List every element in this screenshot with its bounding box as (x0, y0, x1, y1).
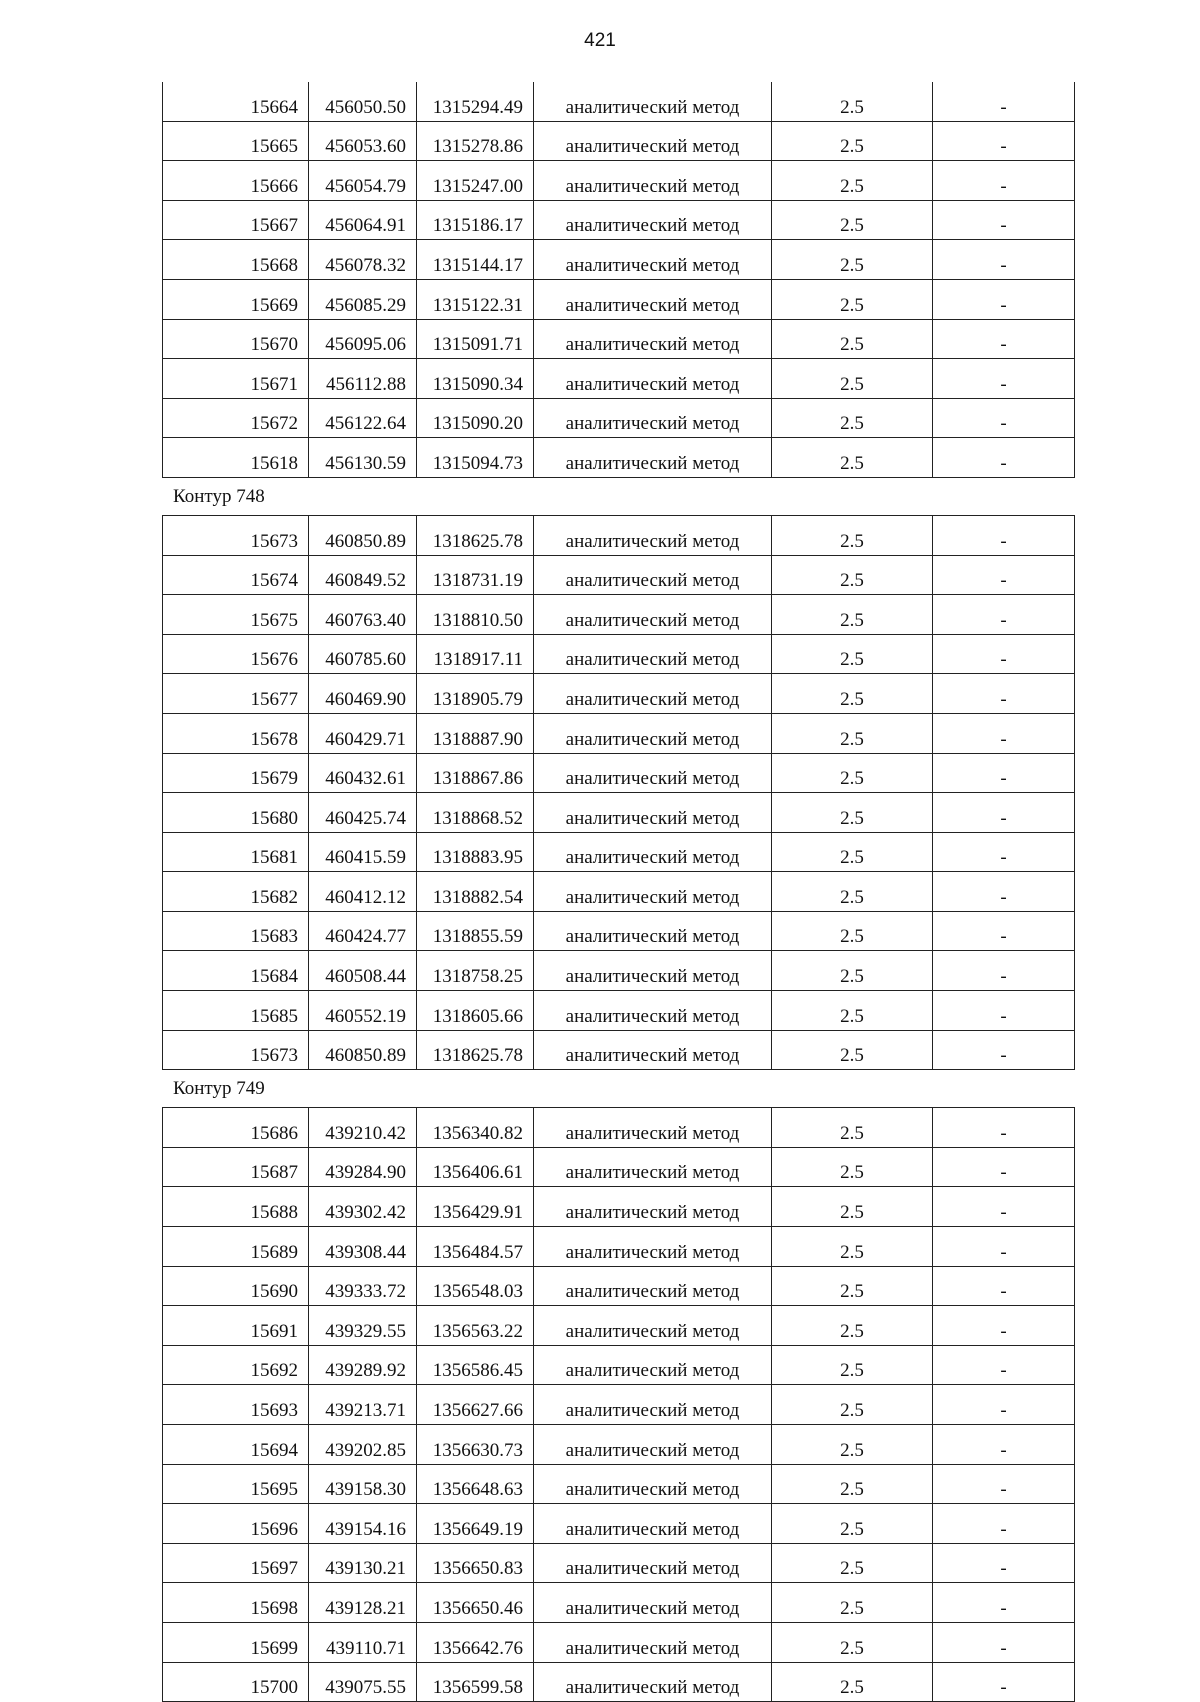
point-number: 15678 (163, 713, 309, 753)
x-coordinate: 439308.44 (309, 1227, 417, 1267)
method-cell: аналитический метод (534, 1306, 772, 1346)
x-coordinate: 439333.72 (309, 1266, 417, 1306)
accuracy-cell: 2.5 (772, 279, 933, 319)
y-coordinate: 1356599.58 (417, 1662, 534, 1702)
y-coordinate: 1315094.73 (417, 438, 534, 478)
accuracy-cell: 2.5 (772, 634, 933, 674)
method-cell: аналитический метод (534, 1543, 772, 1583)
point-number: 15667 (163, 200, 309, 240)
x-coordinate: 439128.21 (309, 1583, 417, 1623)
x-coordinate: 456122.64 (309, 398, 417, 438)
point-number: 15685 (163, 991, 309, 1031)
accuracy-cell: 2.5 (772, 1543, 933, 1583)
point-number: 15672 (163, 398, 309, 438)
point-number: 15666 (163, 161, 309, 201)
note-cell: - (933, 1187, 1075, 1227)
x-coordinate: 456078.32 (309, 240, 417, 280)
accuracy-cell: 2.5 (772, 1464, 933, 1504)
method-cell: аналитический метод (534, 1662, 772, 1702)
method-cell: аналитический метод (534, 398, 772, 438)
point-number: 15675 (163, 595, 309, 635)
x-coordinate: 456050.50 (309, 82, 417, 121)
table-row (163, 359, 1075, 399)
note-cell: - (933, 1266, 1075, 1306)
x-coordinate: 439202.85 (309, 1425, 417, 1465)
note-cell: - (933, 161, 1075, 201)
point-number: 15689 (163, 1227, 309, 1267)
table-row (163, 555, 1075, 595)
note-cell: - (933, 121, 1075, 161)
table-row (163, 1227, 1075, 1267)
table-row (163, 1147, 1075, 1187)
method-cell: аналитический метод (534, 1622, 772, 1662)
point-number: 15679 (163, 753, 309, 793)
note-cell: - (933, 82, 1075, 121)
table-row (163, 1108, 1075, 1148)
note-cell: - (933, 1147, 1075, 1187)
accuracy-cell: 2.5 (772, 121, 933, 161)
y-coordinate: 1315091.71 (417, 319, 534, 359)
point-number: 15687 (163, 1147, 309, 1187)
y-coordinate: 1318731.19 (417, 555, 534, 595)
method-cell: аналитический метод (534, 1425, 772, 1465)
y-coordinate: 1356429.91 (417, 1187, 534, 1227)
table-row (163, 753, 1075, 793)
x-coordinate: 456130.59 (309, 438, 417, 478)
note-cell: - (933, 1504, 1075, 1544)
table-row (163, 951, 1075, 991)
table-row (163, 240, 1075, 280)
y-coordinate: 1356648.63 (417, 1464, 534, 1504)
method-cell: аналитический метод (534, 1108, 772, 1148)
accuracy-cell: 2.5 (772, 991, 933, 1031)
x-coordinate: 439130.21 (309, 1543, 417, 1583)
accuracy-cell: 2.5 (772, 832, 933, 872)
table-row (163, 161, 1075, 201)
method-cell: аналитический метод (534, 911, 772, 951)
y-coordinate: 1318810.50 (417, 595, 534, 635)
point-number: 15681 (163, 832, 309, 872)
table-row (163, 793, 1075, 833)
table-row (163, 121, 1075, 161)
accuracy-cell: 2.5 (772, 1425, 933, 1465)
coordinates-table (162, 1107, 1075, 1702)
point-number: 15690 (163, 1266, 309, 1306)
coordinates-table (162, 515, 1075, 1070)
coordinates-table (162, 82, 1075, 478)
note-cell: - (933, 951, 1075, 991)
y-coordinate: 1318868.52 (417, 793, 534, 833)
method-cell: аналитический метод (534, 1187, 772, 1227)
table-row (163, 1662, 1075, 1702)
y-coordinate: 1315186.17 (417, 200, 534, 240)
x-coordinate: 456054.79 (309, 161, 417, 201)
table-row (163, 832, 1075, 872)
point-number: 15700 (163, 1662, 309, 1702)
accuracy-cell: 2.5 (772, 1030, 933, 1070)
point-number: 15674 (163, 555, 309, 595)
point-number: 15694 (163, 1425, 309, 1465)
point-number: 15688 (163, 1187, 309, 1227)
point-number: 15673 (163, 515, 309, 555)
y-coordinate: 1356548.03 (417, 1266, 534, 1306)
accuracy-cell: 2.5 (772, 1345, 933, 1385)
accuracy-cell: 2.5 (772, 1227, 933, 1267)
point-number: 15670 (163, 319, 309, 359)
method-cell: аналитический метод (534, 1227, 772, 1267)
note-cell: - (933, 1385, 1075, 1425)
point-number: 15682 (163, 872, 309, 912)
accuracy-cell: 2.5 (772, 713, 933, 753)
method-cell: аналитический метод (534, 832, 772, 872)
accuracy-cell: 2.5 (772, 753, 933, 793)
note-cell: - (933, 1108, 1075, 1148)
note-cell: - (933, 595, 1075, 635)
note-cell: - (933, 753, 1075, 793)
table-row (163, 1385, 1075, 1425)
y-coordinate: 1318625.78 (417, 1030, 534, 1070)
point-number: 15692 (163, 1345, 309, 1385)
accuracy-cell: 2.5 (772, 1147, 933, 1187)
note-cell: - (933, 555, 1075, 595)
note-cell: - (933, 1306, 1075, 1346)
accuracy-cell: 2.5 (772, 793, 933, 833)
y-coordinate: 1356649.19 (417, 1504, 534, 1544)
x-coordinate: 456053.60 (309, 121, 417, 161)
note-cell: - (933, 1030, 1075, 1070)
method-cell: аналитический метод (534, 200, 772, 240)
note-cell: - (933, 991, 1075, 1031)
accuracy-cell: 2.5 (772, 1306, 933, 1346)
y-coordinate: 1318887.90 (417, 713, 534, 753)
x-coordinate: 439110.71 (309, 1622, 417, 1662)
accuracy-cell: 2.5 (772, 911, 933, 951)
contour-title: Контур 749 (173, 1078, 265, 1100)
y-coordinate: 1318905.79 (417, 674, 534, 714)
x-coordinate: 460763.40 (309, 595, 417, 635)
x-coordinate: 456085.29 (309, 279, 417, 319)
x-coordinate: 439289.92 (309, 1345, 417, 1385)
table-row (163, 319, 1075, 359)
accuracy-cell: 2.5 (772, 872, 933, 912)
method-cell: аналитический метод (534, 121, 772, 161)
y-coordinate: 1318855.59 (417, 911, 534, 951)
y-coordinate: 1318625.78 (417, 515, 534, 555)
x-coordinate: 460849.52 (309, 555, 417, 595)
note-cell: - (933, 634, 1075, 674)
table-row (163, 1543, 1075, 1583)
point-number: 15691 (163, 1306, 309, 1346)
table-row (163, 200, 1075, 240)
point-number: 15695 (163, 1464, 309, 1504)
accuracy-cell: 2.5 (772, 515, 933, 555)
x-coordinate: 460850.89 (309, 1030, 417, 1070)
method-cell: аналитический метод (534, 438, 772, 478)
point-number: 15699 (163, 1622, 309, 1662)
note-cell: - (933, 1227, 1075, 1267)
method-cell: аналитический метод (534, 240, 772, 280)
accuracy-cell: 2.5 (772, 82, 933, 121)
x-coordinate: 439158.30 (309, 1464, 417, 1504)
method-cell: аналитический метод (534, 713, 772, 753)
table-row (163, 1306, 1075, 1346)
method-cell: аналитический метод (534, 1147, 772, 1187)
x-coordinate: 460785.60 (309, 634, 417, 674)
note-cell: - (933, 1662, 1075, 1702)
note-cell: - (933, 1464, 1075, 1504)
method-cell: аналитический метод (534, 1030, 772, 1070)
method-cell: аналитический метод (534, 991, 772, 1031)
table-row (163, 1345, 1075, 1385)
method-cell: аналитический метод (534, 872, 772, 912)
y-coordinate: 1315144.17 (417, 240, 534, 280)
y-coordinate: 1315090.34 (417, 359, 534, 399)
method-cell: аналитический метод (534, 555, 772, 595)
point-number: 15671 (163, 359, 309, 399)
method-cell: аналитический метод (534, 595, 772, 635)
table-row (163, 1425, 1075, 1465)
accuracy-cell: 2.5 (772, 359, 933, 399)
x-coordinate: 456112.88 (309, 359, 417, 399)
note-cell: - (933, 872, 1075, 912)
x-coordinate: 460424.77 (309, 911, 417, 951)
method-cell: аналитический метод (534, 515, 772, 555)
point-number: 15696 (163, 1504, 309, 1544)
table-row (163, 82, 1075, 121)
table-row (163, 1583, 1075, 1623)
x-coordinate: 460552.19 (309, 991, 417, 1031)
y-coordinate: 1315278.86 (417, 121, 534, 161)
accuracy-cell: 2.5 (772, 1504, 933, 1544)
point-number: 15680 (163, 793, 309, 833)
point-number: 15698 (163, 1583, 309, 1623)
note-cell: - (933, 398, 1075, 438)
contour-title: Контур 748 (173, 485, 265, 507)
y-coordinate: 1356650.83 (417, 1543, 534, 1583)
point-number: 15669 (163, 279, 309, 319)
x-coordinate: 460508.44 (309, 951, 417, 991)
table-row (163, 634, 1075, 674)
table-row (163, 1266, 1075, 1306)
table-row (163, 1622, 1075, 1662)
y-coordinate: 1318758.25 (417, 951, 534, 991)
x-coordinate: 460850.89 (309, 515, 417, 555)
accuracy-cell: 2.5 (772, 1187, 933, 1227)
point-number: 15618 (163, 438, 309, 478)
point-number: 15697 (163, 1543, 309, 1583)
y-coordinate: 1356650.46 (417, 1583, 534, 1623)
accuracy-cell: 2.5 (772, 240, 933, 280)
method-cell: аналитический метод (534, 279, 772, 319)
table-row (163, 1504, 1075, 1544)
y-coordinate: 1356586.45 (417, 1345, 534, 1385)
note-cell: - (933, 1543, 1075, 1583)
accuracy-cell: 2.5 (772, 674, 933, 714)
point-number: 15683 (163, 911, 309, 951)
x-coordinate: 460412.12 (309, 872, 417, 912)
x-coordinate: 439154.16 (309, 1504, 417, 1544)
document-content (162, 82, 1074, 1702)
y-coordinate: 1356627.66 (417, 1385, 534, 1425)
y-coordinate: 1356630.73 (417, 1425, 534, 1465)
y-coordinate: 1356406.61 (417, 1147, 534, 1187)
x-coordinate: 439075.55 (309, 1662, 417, 1702)
note-cell: - (933, 438, 1075, 478)
y-coordinate: 1318867.86 (417, 753, 534, 793)
x-coordinate: 456095.06 (309, 319, 417, 359)
note-cell: - (933, 279, 1075, 319)
x-coordinate: 460415.59 (309, 832, 417, 872)
y-coordinate: 1315294.49 (417, 82, 534, 121)
point-number: 15664 (163, 82, 309, 121)
y-coordinate: 1318883.95 (417, 832, 534, 872)
x-coordinate: 439302.42 (309, 1187, 417, 1227)
accuracy-cell: 2.5 (772, 555, 933, 595)
table-row (163, 595, 1075, 635)
method-cell: аналитический метод (534, 1385, 772, 1425)
point-number: 15668 (163, 240, 309, 280)
x-coordinate: 456064.91 (309, 200, 417, 240)
y-coordinate: 1318917.11 (417, 634, 534, 674)
accuracy-cell: 2.5 (772, 1662, 933, 1702)
y-coordinate: 1356340.82 (417, 1108, 534, 1148)
method-cell: аналитический метод (534, 1266, 772, 1306)
y-coordinate: 1315247.00 (417, 161, 534, 201)
note-cell: - (933, 713, 1075, 753)
method-cell: аналитический метод (534, 1504, 772, 1544)
method-cell: аналитический метод (534, 674, 772, 714)
accuracy-cell: 2.5 (772, 1108, 933, 1148)
note-cell: - (933, 359, 1075, 399)
point-number: 15673 (163, 1030, 309, 1070)
accuracy-cell: 2.5 (772, 438, 933, 478)
point-number: 15676 (163, 634, 309, 674)
point-number: 15677 (163, 674, 309, 714)
note-cell: - (933, 911, 1075, 951)
y-coordinate: 1356642.76 (417, 1622, 534, 1662)
table-row (163, 1187, 1075, 1227)
method-cell: аналитический метод (534, 319, 772, 359)
table-row (163, 438, 1075, 478)
x-coordinate: 460432.61 (309, 753, 417, 793)
note-cell: - (933, 1345, 1075, 1385)
method-cell: аналитический метод (534, 82, 772, 121)
note-cell: - (933, 319, 1075, 359)
point-number: 15665 (163, 121, 309, 161)
x-coordinate: 460425.74 (309, 793, 417, 833)
note-cell: - (933, 674, 1075, 714)
x-coordinate: 439210.42 (309, 1108, 417, 1148)
y-coordinate: 1315090.20 (417, 398, 534, 438)
x-coordinate: 460469.90 (309, 674, 417, 714)
note-cell: - (933, 200, 1075, 240)
note-cell: - (933, 240, 1075, 280)
x-coordinate: 439329.55 (309, 1306, 417, 1346)
y-coordinate: 1356484.57 (417, 1227, 534, 1267)
note-cell: - (933, 1622, 1075, 1662)
point-number: 15684 (163, 951, 309, 991)
accuracy-cell: 2.5 (772, 319, 933, 359)
accuracy-cell: 2.5 (772, 595, 933, 635)
table-row (163, 1030, 1075, 1070)
note-cell: - (933, 832, 1075, 872)
accuracy-cell: 2.5 (772, 398, 933, 438)
accuracy-cell: 2.5 (772, 161, 933, 201)
method-cell: аналитический метод (534, 1464, 772, 1504)
y-coordinate: 1356563.22 (417, 1306, 534, 1346)
method-cell: аналитический метод (534, 753, 772, 793)
table-row (163, 1464, 1075, 1504)
point-number: 15686 (163, 1108, 309, 1148)
method-cell: аналитический метод (534, 1345, 772, 1385)
point-number: 15693 (163, 1385, 309, 1425)
table-row (163, 398, 1075, 438)
y-coordinate: 1318882.54 (417, 872, 534, 912)
method-cell: аналитический метод (534, 1583, 772, 1623)
method-cell: аналитический метод (534, 359, 772, 399)
method-cell: аналитический метод (534, 161, 772, 201)
note-cell: - (933, 793, 1075, 833)
x-coordinate: 439213.71 (309, 1385, 417, 1425)
page-number: 421 (584, 30, 616, 51)
note-cell: - (933, 1425, 1075, 1465)
x-coordinate: 460429.71 (309, 713, 417, 753)
table-row (163, 991, 1075, 1031)
table-row (163, 911, 1075, 951)
method-cell: аналитический метод (534, 793, 772, 833)
accuracy-cell: 2.5 (772, 200, 933, 240)
note-cell: - (933, 1583, 1075, 1623)
x-coordinate: 439284.90 (309, 1147, 417, 1187)
table-row (163, 279, 1075, 319)
accuracy-cell: 2.5 (772, 951, 933, 991)
table-row (163, 713, 1075, 753)
table-row (163, 515, 1075, 555)
accuracy-cell: 2.5 (772, 1266, 933, 1306)
y-coordinate: 1315122.31 (417, 279, 534, 319)
accuracy-cell: 2.5 (772, 1583, 933, 1623)
method-cell: аналитический метод (534, 951, 772, 991)
y-coordinate: 1318605.66 (417, 991, 534, 1031)
note-cell: - (933, 515, 1075, 555)
accuracy-cell: 2.5 (772, 1622, 933, 1662)
accuracy-cell: 2.5 (772, 1385, 933, 1425)
table-row (163, 872, 1075, 912)
method-cell: аналитический метод (534, 634, 772, 674)
table-row (163, 674, 1075, 714)
